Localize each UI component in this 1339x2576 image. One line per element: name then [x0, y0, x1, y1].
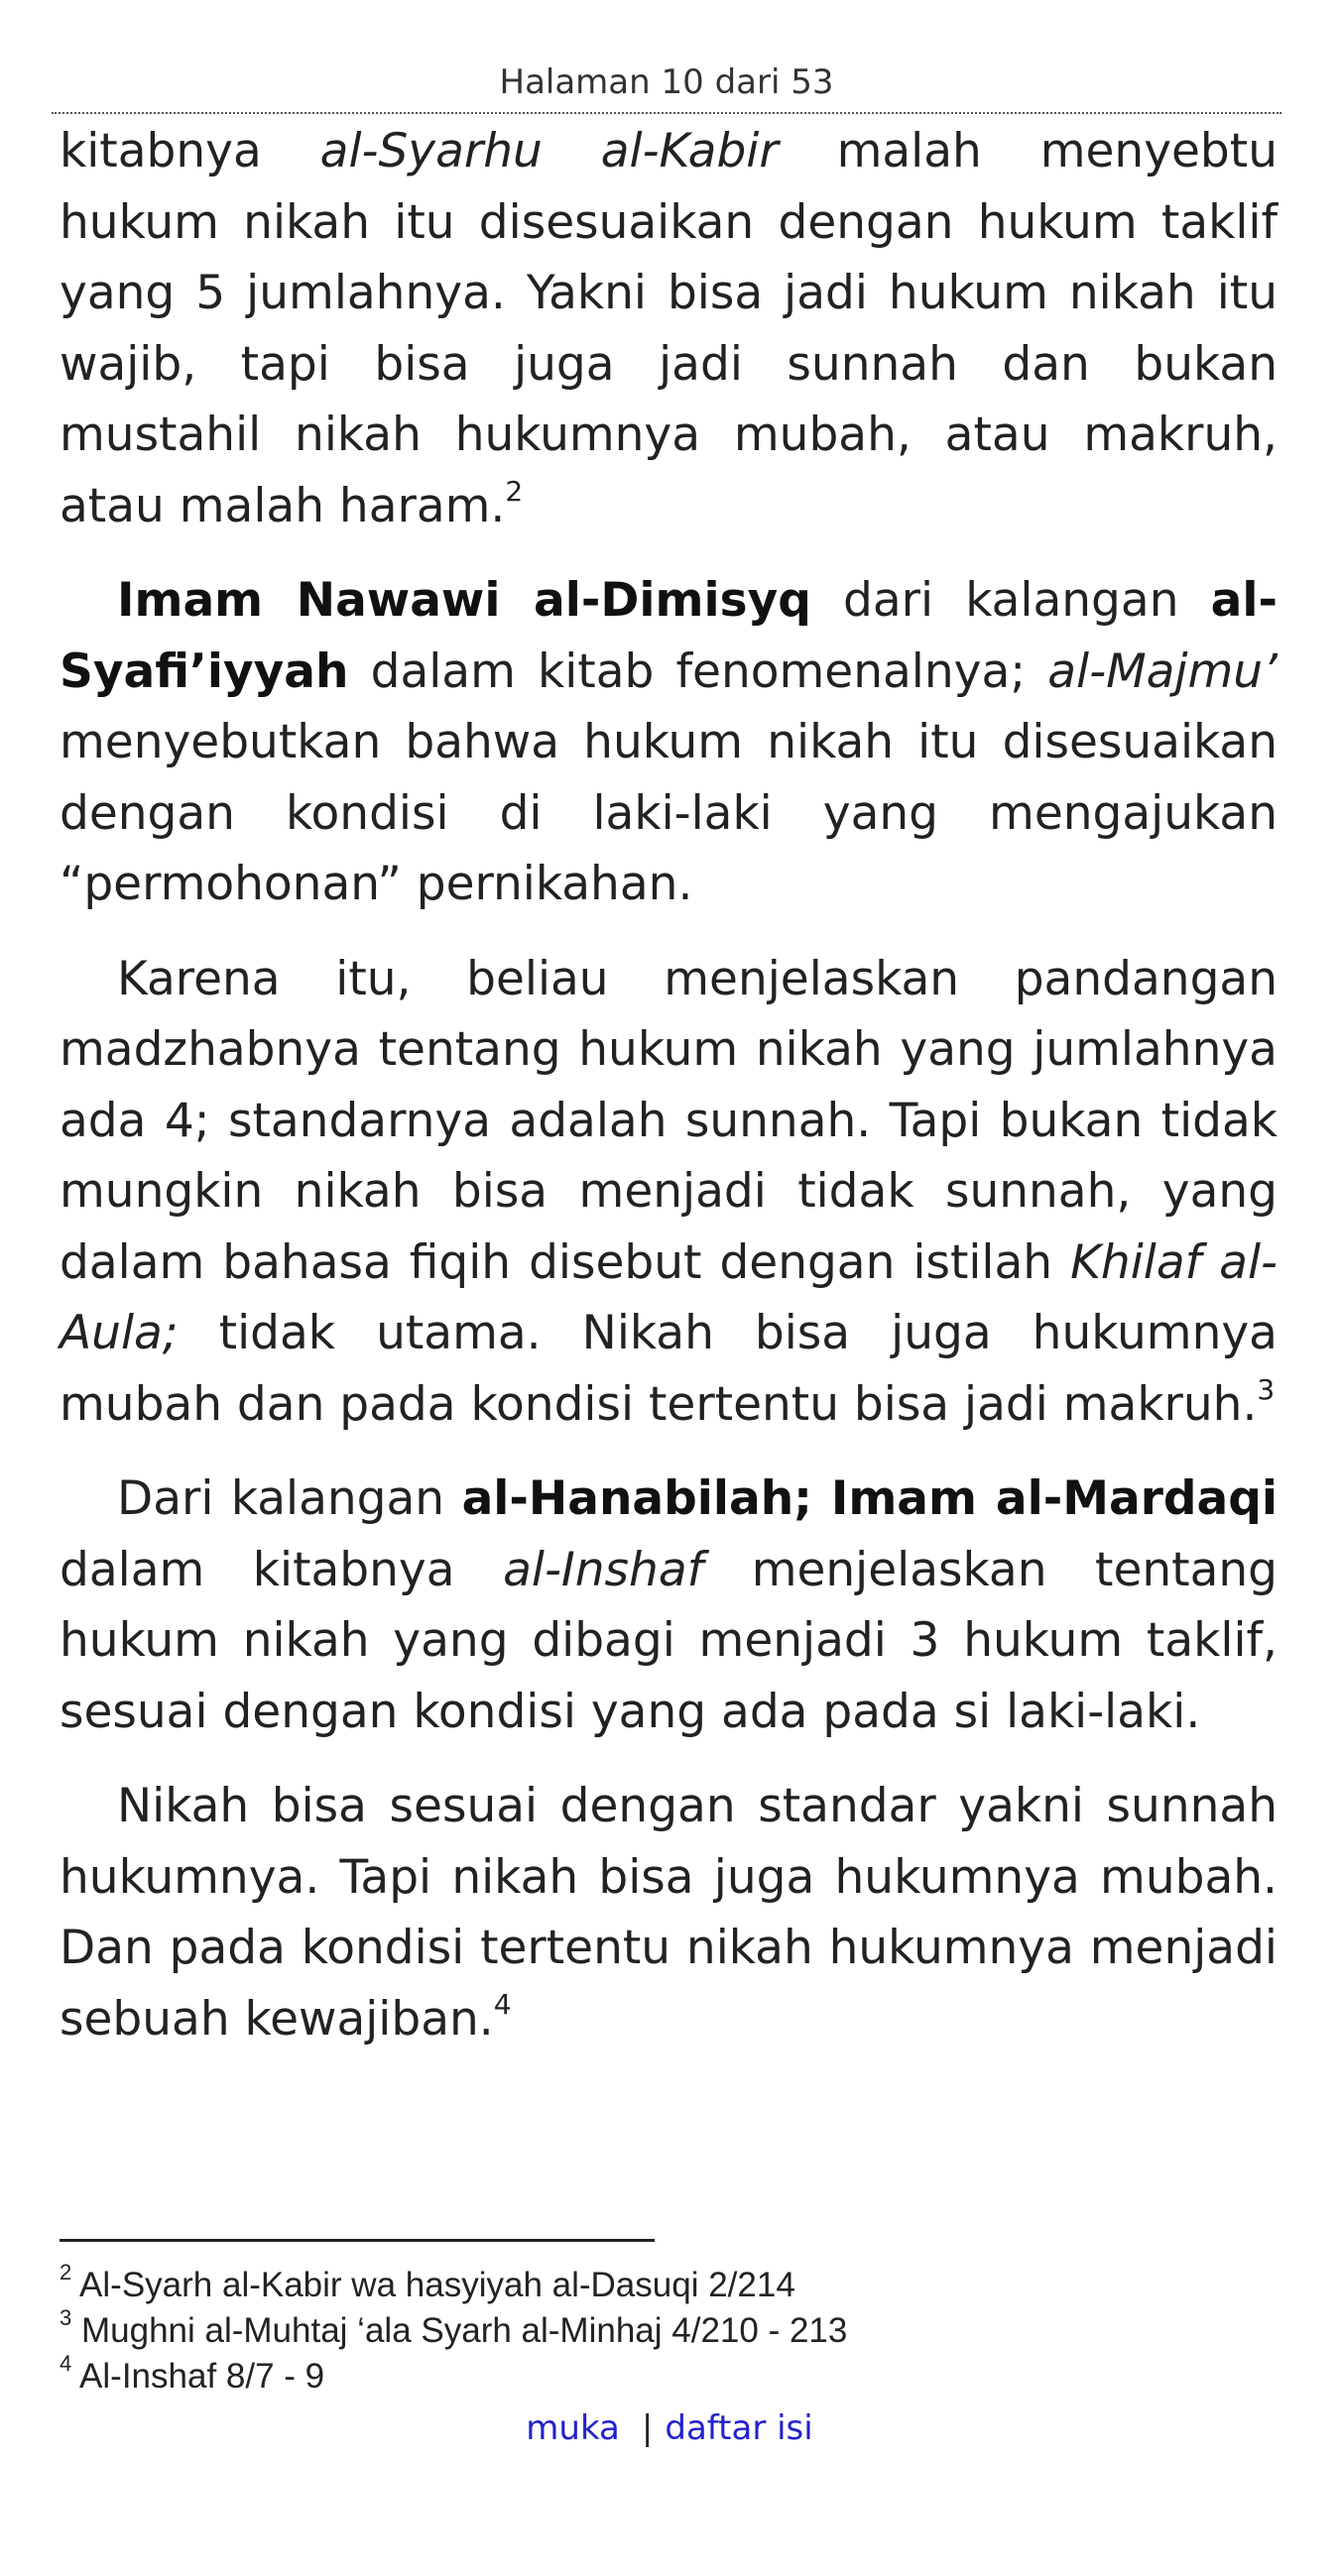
paragraph-text: malah menyebtu hukum nikah itu disesuaikan dengan hukum taklif yang 5 jumlahnya. Yakni bisa jadi hukum nikah itu wajib, tapi bisa juga jadi sunnah dan bukan mustahil nikah hukumnya mubah, atau makruh, atau malah haram. — [60, 124, 1278, 533]
footnote-text: Mughni al-Muhtaj ‘ala Syarh al-Minhaj 4/210 - 213 — [80, 2311, 848, 2350]
paragraph-3 — [60, 944, 1278, 1441]
footnote-number: 2 — [60, 2260, 72, 2285]
paragraph-text: menyebutkan bahwa hukum nikah itu disesuaikan dengan kondisi di laki-laki yang mengajukan “permohonan” pernikahan. — [60, 715, 1278, 911]
footnote-text: Al-Inshaf 8/7 - 9 — [79, 2357, 325, 2396]
paragraph-2 — [60, 565, 1278, 920]
madhhab-name: al-Syafi’iyyah — [60, 573, 1278, 699]
footnote-ref-4[interactable]: 4 — [493, 1987, 512, 2021]
page-header — [52, 58, 1281, 107]
book-title: al-Inshaf — [503, 1542, 704, 1597]
paragraph-text: dalam kitabnya — [60, 1542, 504, 1597]
footnotes — [60, 2260, 1250, 2400]
footer-nav — [0, 2403, 1339, 2453]
book-title: al-Majmu’ — [1047, 644, 1278, 699]
footnote-text: Al-Syarh al-Kabir wa hasyiyah al-Dasuqi 2/214 — [79, 2266, 795, 2304]
paragraph-text: kitabnya — [60, 124, 320, 178]
footnote-4 — [60, 2351, 1250, 2400]
muka-link[interactable]: muka — [526, 2408, 620, 2448]
footnote-number: 3 — [60, 2305, 72, 2331]
page-number-label: Halaman 10 dari 53 — [499, 62, 834, 102]
paragraph-text: Dari kalangan — [117, 1471, 462, 1526]
paragraph-text: dari kalangan — [810, 573, 1211, 628]
main-content — [60, 116, 1278, 2078]
paragraph-text: Nikah bisa sesuai dengan standar yakni sunnah hukumnya. Tapi nikah bisa juga hukumnya mubah. Dan pada kondisi tertentu nikah hukumnya menjadi sebuah kewajiban. — [60, 1779, 1278, 2047]
paragraph-text: tidak utama. Nikah bisa juga hukumnya mubah dan pada kondisi tertentu bisa jadi makruh. — [60, 1306, 1278, 1432]
footnote-number: 4 — [60, 2351, 72, 2377]
paragraph-text: menjelaskan tentang hukum nikah yang dibagi menjadi 3 hukum taklif, sesuai dengan kondisi yang ada pada si laki-laki. — [60, 1542, 1278, 1739]
footnote-ref-2[interactable]: 2 — [505, 474, 524, 508]
nav-separator: | — [641, 2408, 654, 2448]
book-title: al-Syarhu al-Kabir — [319, 124, 779, 178]
paragraph-text: dalam kitab fenomenalnya; — [348, 644, 1048, 699]
scholar-name: al-Hanabilah; Imam al-Mardaqi — [461, 1471, 1278, 1526]
header-divider — [52, 112, 1281, 114]
daftar-isi-link[interactable]: daftar isi — [665, 2408, 813, 2448]
footnote-2 — [60, 2260, 1250, 2308]
term-italic: Khilaf al-Aula; — [60, 1234, 1278, 1360]
footnote-3 — [60, 2305, 1250, 2354]
paragraph-1 — [60, 116, 1278, 541]
scholar-name: Imam Nawawi al-Dimisyq — [117, 573, 811, 628]
footnote-divider — [60, 2239, 655, 2242]
paragraph-4 — [60, 1464, 1278, 1747]
paragraph-5 — [60, 1771, 1278, 2054]
paragraph-text: Karena itu, beliau menjelaskan pandangan madzhabnya tentang hukum nikah yang jumlahnya ada 4; standarnya adalah sunnah. Tapi bukan tidak mungkin nikah bisa menjadi tidak sunnah, yang dalam bahasa fiqih disebut dengan istilah — [60, 951, 1278, 1290]
footnote-ref-3[interactable]: 3 — [1257, 1372, 1276, 1406]
